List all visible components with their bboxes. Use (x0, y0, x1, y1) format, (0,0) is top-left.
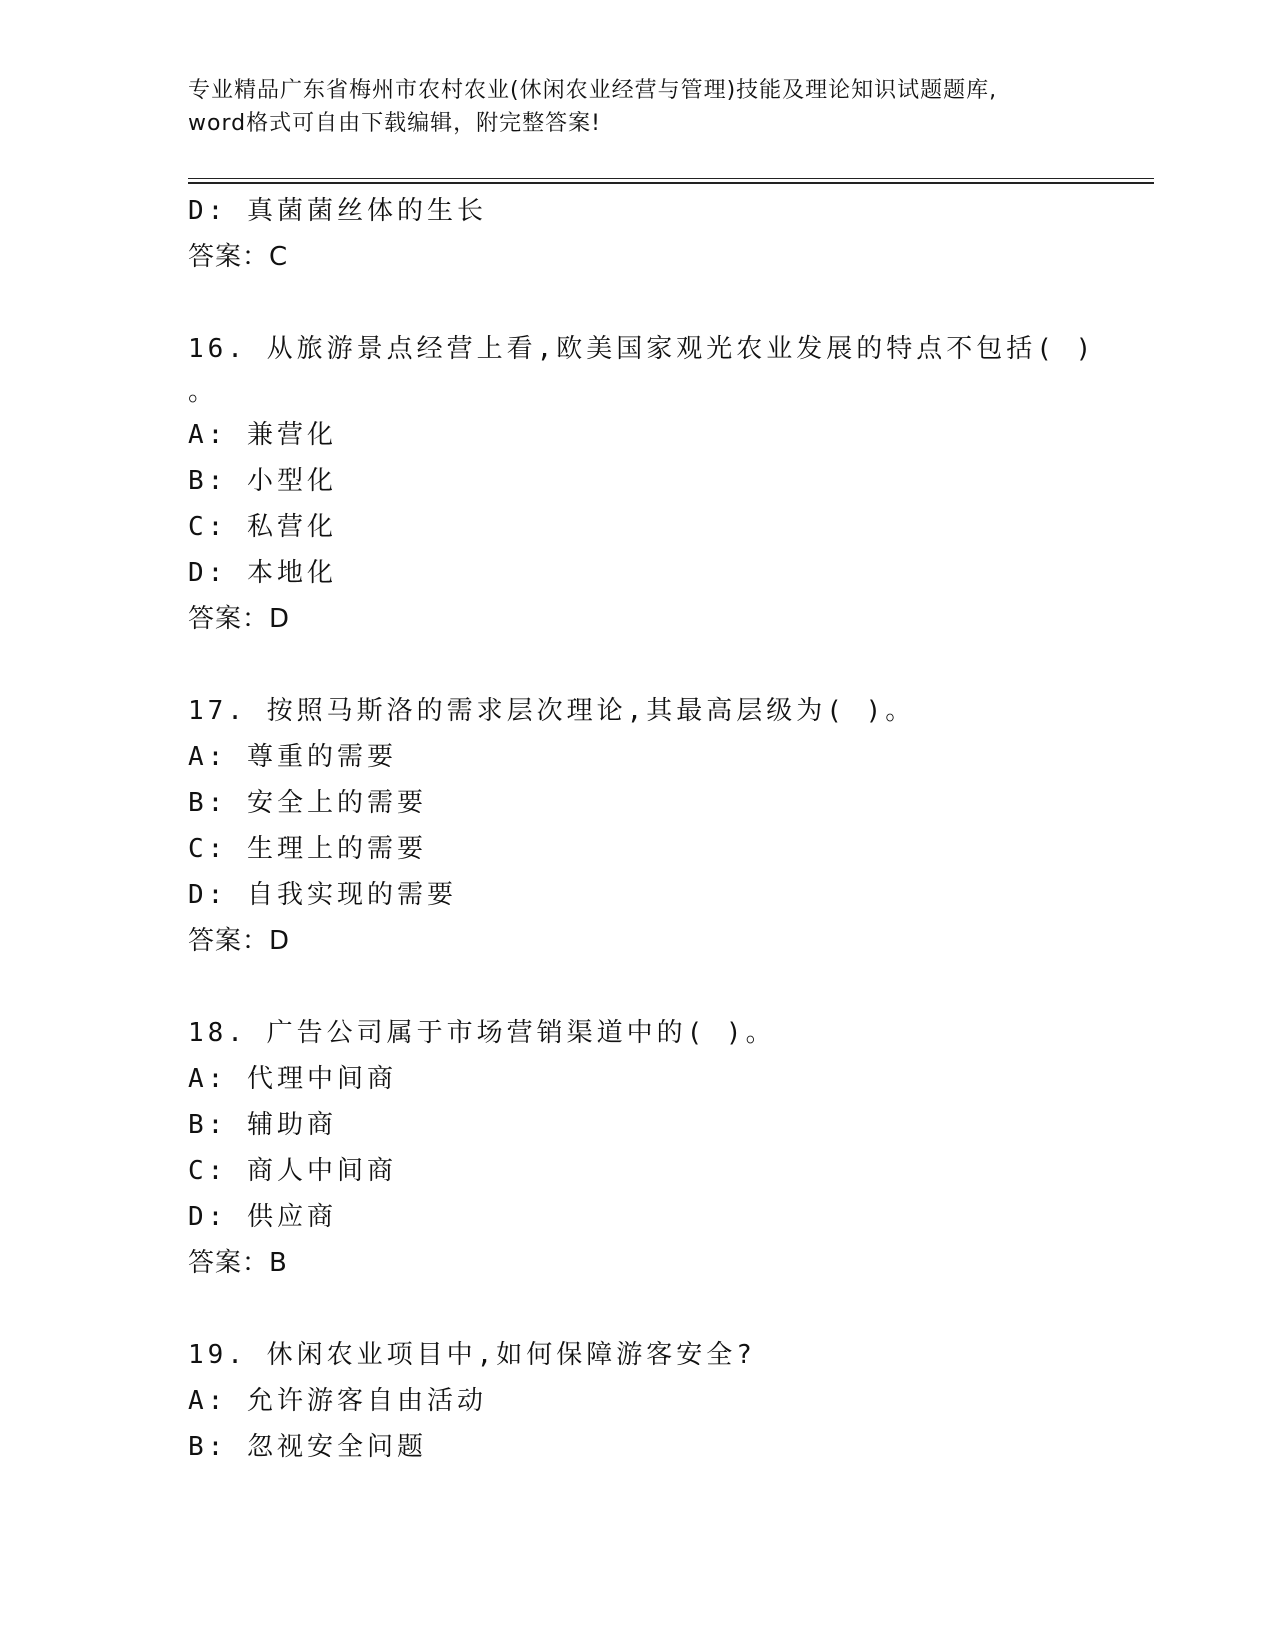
question-stem-continuation: 。 (188, 377, 215, 407)
option-b: B: 辅助商 (188, 1110, 337, 1140)
option-a: A: 代理中间商 (188, 1064, 397, 1094)
option-b: B: 小型化 (188, 466, 337, 496)
option-a: A: 允许游客自由活动 (188, 1386, 487, 1416)
question-18 (188, 1010, 1148, 1286)
question-16 (188, 326, 1148, 642)
option-d: D: 本地化 (188, 558, 337, 588)
option-c: C: 商人中间商 (188, 1156, 397, 1186)
question-19 (188, 1332, 1148, 1470)
option-a: A: 尊重的需要 (188, 742, 397, 772)
answer-line: 答案：D (188, 926, 291, 956)
answer-line: 答案：B (188, 1248, 288, 1278)
option-a: A: 兼营化 (188, 420, 337, 450)
question-17 (188, 688, 1148, 964)
option-d: D: 供应商 (188, 1202, 337, 1232)
answer-line: 答案：C (188, 242, 289, 272)
option-c: C: 生理上的需要 (188, 834, 427, 864)
option-b: B: 安全上的需要 (188, 788, 427, 818)
option-d: D: 真菌菌丝体的生长 (188, 196, 487, 226)
question-list (188, 188, 1148, 1470)
header-title-line-1: 专业精品广东省梅州市农村农业(休闲农业经营与管理)技能及理论知识试题题库, (188, 78, 998, 103)
question-stem: 16. 从旅游景点经营上看,欧美国家观光农业发展的特点不包括( ) (188, 334, 1096, 364)
option-c: C: 私营化 (188, 512, 337, 542)
prev-question-tail (188, 188, 1148, 280)
option-d: D: 自我实现的需要 (188, 880, 457, 910)
question-stem: 17. 按照马斯洛的需求层次理论,其最高层级为( )。 (188, 696, 916, 726)
question-stem: 18. 广告公司属于市场营销渠道中的( )。 (188, 1018, 776, 1048)
document-header (188, 74, 1088, 140)
header-title-line-2: word格式可自由下载编辑，附完整答案! (188, 111, 601, 136)
header-divider-thin (188, 178, 1154, 179)
header-divider-thick (188, 182, 1154, 184)
question-stem: 19. 休闲农业项目中,如何保障游客安全? (188, 1340, 756, 1370)
answer-line: 答案：D (188, 604, 291, 634)
option-b: B: 忽视安全问题 (188, 1432, 427, 1462)
